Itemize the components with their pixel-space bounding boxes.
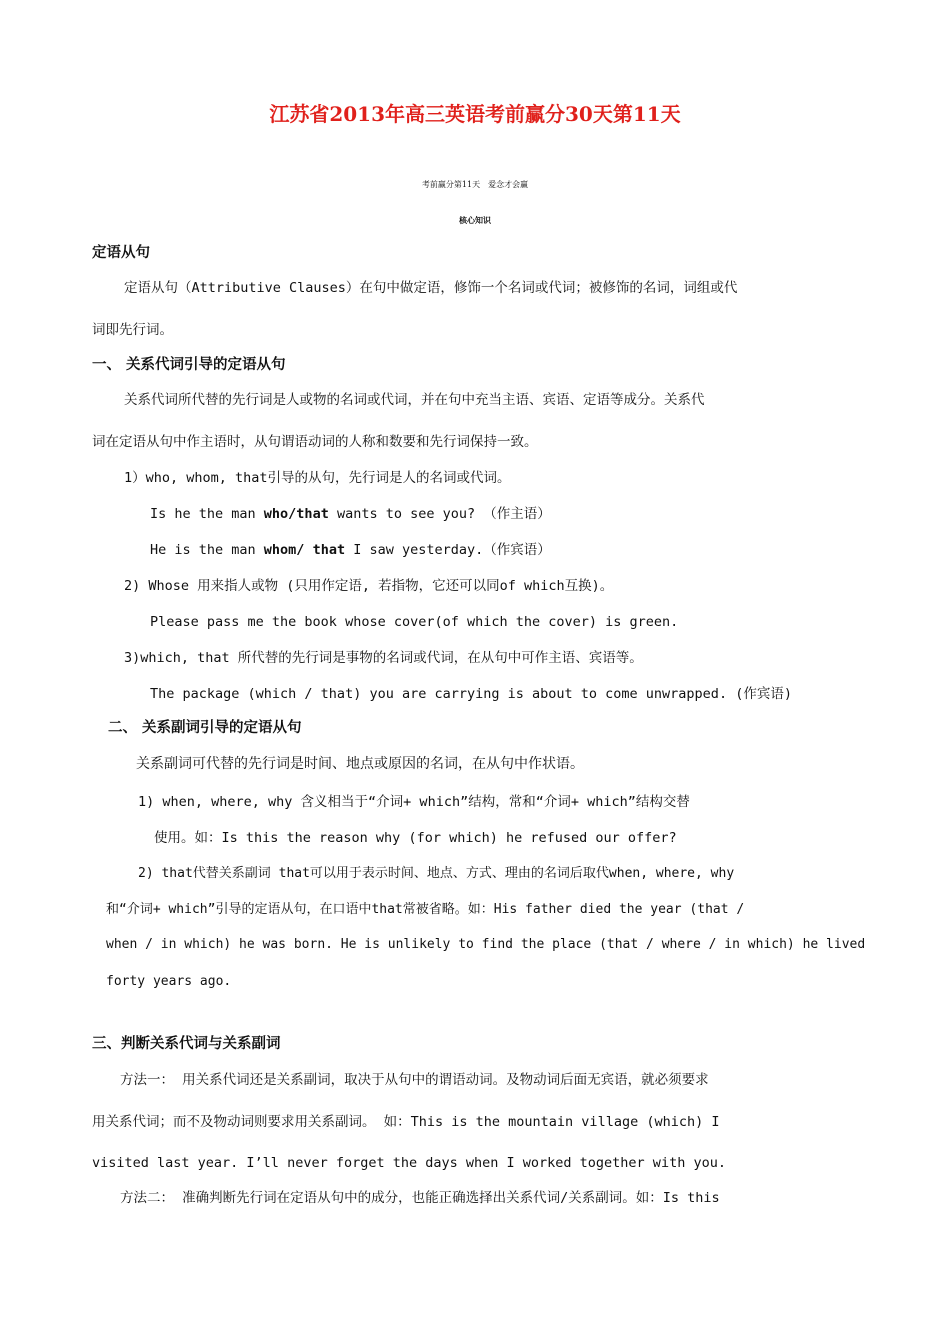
method-1-line-1: 方法一： 用关系代词还是关系副词，取决于从句中的谓语动词。及物动词后面无宾语，就必须要求 bbox=[120, 1072, 709, 1088]
intro-line-2: 词即先行词。 bbox=[92, 322, 173, 338]
method-1-line-3: visited last year. I’ll never forget the days when I worked together with you. bbox=[92, 1155, 726, 1171]
heading-relative-adverbs: 二、 关系副词引导的定语从句 bbox=[108, 720, 302, 736]
document-subtitle: 考前赢分第11天 爱念才会赢 bbox=[421, 180, 529, 189]
example-3: Please pass me the book whose cover(of which the cover) is green. bbox=[150, 614, 679, 630]
list-item-5-line-1: 2) that代替关系副词 that可以用于表示时间、地点、方式、理由的名词后取代when, where, why bbox=[138, 866, 735, 881]
example-1: Is he the man who/that wants to see you? （作主语） bbox=[150, 506, 551, 522]
list-item-4-line-2: 使用。如：Is this the reason why (for which) he refused our offer? bbox=[154, 830, 677, 846]
paragraph-2: 关系副词可代替的先行词是时间、地点或原因的名词，在从句中作状语。 bbox=[136, 756, 584, 772]
intro-line-1: 定语从句（Attributive Clauses）在句中做定语，修饰一个名词或代词；被修饰的名词，词组或代 bbox=[124, 280, 738, 296]
list-item-5-line-3: when / in which) he was born. He is unlikely to find the place (that / where / in which) he lived bbox=[106, 937, 866, 952]
list-item-4-line-1: 1) when, where, why 含义相当于“介词+ which”结构，常和“介词+ which”结构交替 bbox=[138, 794, 690, 810]
paragraph-1-line-2: 词在定语从句中作主语时，从句谓语动词的人称和数要和先行词保持一致。 bbox=[92, 434, 538, 450]
example-2: He is the man whom/ that I saw yesterday.（作宾语） bbox=[150, 542, 551, 558]
list-item-5-line-4: forty years ago. bbox=[106, 974, 232, 989]
list-item-5-line-2: 和“介词+ which”引导的定语从句，在口语中that常被省略。如：His father died the year (that / bbox=[106, 902, 745, 917]
example-4: The package (which / that) you are carrying is about to come unwrapped. (作宾语) bbox=[150, 686, 792, 702]
core-heading: 核心知识 bbox=[459, 215, 491, 225]
document-title: 江苏省2013年高三英语考前赢分30天第11天 bbox=[269, 102, 681, 126]
section-heading: 定语从句 bbox=[92, 244, 150, 261]
list-item-2: 2) Whose 用来指人或物 (只用作定语, 若指物，它还可以同of which互换)。 bbox=[124, 578, 614, 594]
list-item-1: 1）who, whom, that引导的从句，先行词是人的名词或代词。 bbox=[124, 470, 511, 486]
method-2-line-1: 方法二： 准确判断先行词在定语从句中的成分，也能正确选择出关系代词/关系副词。如：Is this bbox=[120, 1190, 720, 1206]
method-1-line-2: 用关系代词；而不及物动词则要求用关系副词。 如：This is the mountain village (which) I bbox=[92, 1114, 720, 1130]
list-item-3: 3)which, that 所代替的先行词是事物的名词或代词，在从句中可作主语、宾语等。 bbox=[124, 650, 643, 666]
paragraph-1-line-1: 关系代词所代替的先行词是人或物的名词或代词，并在句中充当主语、宾语、定语等成分。关系代 bbox=[124, 392, 705, 408]
heading-judging: 三、判断关系代词与关系副词 bbox=[92, 1035, 281, 1052]
heading-relative-pronouns: 一、 关系代词引导的定语从句 bbox=[92, 356, 286, 373]
